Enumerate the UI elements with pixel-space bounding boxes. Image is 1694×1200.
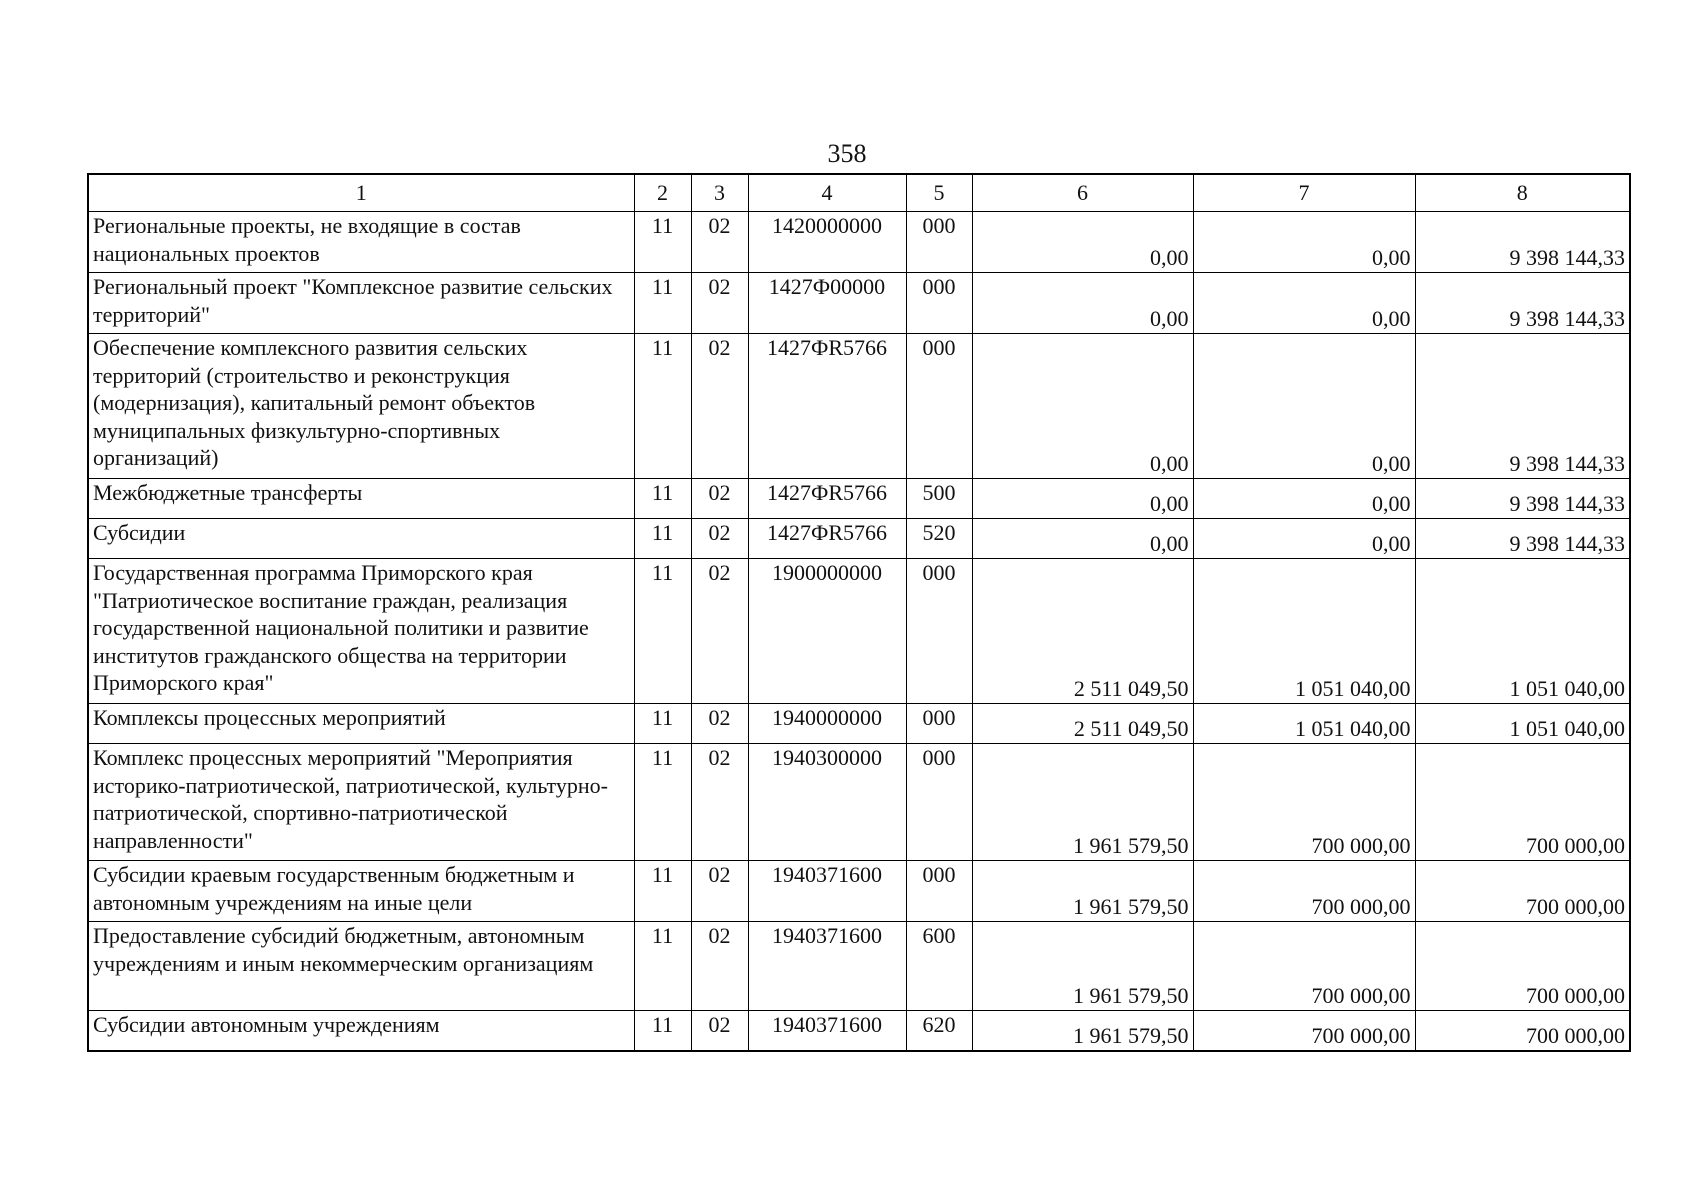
subsection-code-cell: 02 <box>691 1011 748 1052</box>
table-row <box>88 922 1630 1011</box>
row-name-cell: Предоставление субсидий бюджетным, автономным учреждениям и иным некоммерческим организациям <box>88 922 634 1011</box>
table-row <box>88 704 1630 744</box>
row-name-cell: Субсидии автономным учреждениям <box>88 1011 634 1052</box>
table-row <box>88 1011 1630 1052</box>
amount-col8-cell: 9 398 144,33 <box>1415 519 1630 559</box>
expense-type-cell: 520 <box>906 519 972 559</box>
section-code-cell: 11 <box>634 744 691 861</box>
row-name-cell: Региональные проекты, не входящие в состав национальных проектов <box>88 212 634 273</box>
amount-col7-cell: 0,00 <box>1193 479 1415 519</box>
amount-col7-cell: 700 000,00 <box>1193 922 1415 1011</box>
table-row <box>88 744 1630 861</box>
target-article-cell: 1940371600 <box>748 1011 906 1052</box>
row-name-cell: Региональный проект "Комплексное развитие сельских территорий" <box>88 273 634 334</box>
amount-col6-cell: 0,00 <box>972 212 1193 273</box>
amount-col8-cell: 1 051 040,00 <box>1415 559 1630 704</box>
amount-col7-cell: 1 051 040,00 <box>1193 704 1415 744</box>
amount-col6-cell: 1 961 579,50 <box>972 1011 1193 1052</box>
section-code-cell: 11 <box>634 519 691 559</box>
amount-col8-cell: 1 051 040,00 <box>1415 704 1630 744</box>
amount-col7-cell: 700 000,00 <box>1193 1011 1415 1052</box>
header-cell: 8 <box>1415 174 1630 212</box>
section-code-cell: 11 <box>634 922 691 1011</box>
header-cell: 1 <box>88 174 634 212</box>
subsection-code-cell: 02 <box>691 479 748 519</box>
page-number: 358 <box>827 139 867 168</box>
amount-col6-cell: 0,00 <box>972 334 1193 479</box>
target-article-cell: 1940000000 <box>748 704 906 744</box>
amount-col6-cell: 0,00 <box>972 273 1193 334</box>
table-row <box>88 861 1630 922</box>
header-cell: 3 <box>691 174 748 212</box>
amount-col7-cell: 700 000,00 <box>1193 861 1415 922</box>
header-cell: 5 <box>906 174 972 212</box>
section-code-cell: 11 <box>634 1011 691 1052</box>
amount-col6-cell: 1 961 579,50 <box>972 744 1193 861</box>
expense-type-cell: 000 <box>906 861 972 922</box>
header-row <box>88 174 1630 212</box>
target-article-cell: 1427ФR5766 <box>748 519 906 559</box>
row-name-cell: Межбюджетные трансферты <box>88 479 634 519</box>
amount-col6-cell: 1 961 579,50 <box>972 861 1193 922</box>
row-name-cell: Комплекс процессных мероприятий "Мероприятия историко-патриотической, патриотической, культурно-патриотической, спортивно-патриотической направленности" <box>88 744 634 861</box>
amount-col7-cell: 0,00 <box>1193 519 1415 559</box>
amount-col6-cell: 2 511 049,50 <box>972 704 1193 744</box>
section-code-cell: 11 <box>634 273 691 334</box>
amount-col6-cell: 0,00 <box>972 519 1193 559</box>
subsection-code-cell: 02 <box>691 212 748 273</box>
header-cell: 4 <box>748 174 906 212</box>
section-code-cell: 11 <box>634 212 691 273</box>
subsection-code-cell: 02 <box>691 334 748 479</box>
header-cell: 6 <box>972 174 1193 212</box>
target-article-cell: 1940371600 <box>748 861 906 922</box>
section-code-cell: 11 <box>634 334 691 479</box>
expense-type-cell: 000 <box>906 559 972 704</box>
budget-table <box>87 173 1631 1052</box>
amount-col8-cell: 700 000,00 <box>1415 744 1630 861</box>
amount-col8-cell: 700 000,00 <box>1415 922 1630 1011</box>
target-article-cell: 1427ФR5766 <box>748 479 906 519</box>
row-name-cell: Обеспечение комплексного развития сельских территорий (строительство и реконструкция (модернизация), капитальный ремонт объектов муниципальных физкультурно-спортивных организаций) <box>88 334 634 479</box>
table-row <box>88 334 1630 479</box>
amount-col7-cell: 0,00 <box>1193 273 1415 334</box>
target-article-cell: 1427ФR5766 <box>748 334 906 479</box>
amount-col8-cell: 9 398 144,33 <box>1415 212 1630 273</box>
table-row <box>88 273 1630 334</box>
target-article-cell: 1940300000 <box>748 744 906 861</box>
expense-type-cell: 000 <box>906 273 972 334</box>
header-cell: 7 <box>1193 174 1415 212</box>
target-article-cell: 1420000000 <box>748 212 906 273</box>
amount-col7-cell: 0,00 <box>1193 212 1415 273</box>
amount-col6-cell: 1 961 579,50 <box>972 922 1193 1011</box>
target-article-cell: 1940371600 <box>748 922 906 1011</box>
section-code-cell: 11 <box>634 479 691 519</box>
subsection-code-cell: 02 <box>691 922 748 1011</box>
subsection-code-cell: 02 <box>691 519 748 559</box>
section-code-cell: 11 <box>634 861 691 922</box>
amount-col6-cell: 2 511 049,50 <box>972 559 1193 704</box>
amount-col6-cell: 0,00 <box>972 479 1193 519</box>
amount-col8-cell: 9 398 144,33 <box>1415 273 1630 334</box>
subsection-code-cell: 02 <box>691 861 748 922</box>
row-name-cell: Субсидии краевым государственным бюджетным и автономным учреждениям на иные цели <box>88 861 634 922</box>
section-code-cell: 11 <box>634 704 691 744</box>
row-name-cell: Комплексы процессных мероприятий <box>88 704 634 744</box>
target-article-cell: 1900000000 <box>748 559 906 704</box>
row-name-cell: Государственная программа Приморского края "Патриотическое воспитание граждан, реализация государственной национальной политики и развитие институтов гражданского общества на территории Приморского края" <box>88 559 634 704</box>
subsection-code-cell: 02 <box>691 704 748 744</box>
header-cell: 2 <box>634 174 691 212</box>
table-row <box>88 479 1630 519</box>
expense-type-cell: 600 <box>906 922 972 1011</box>
section-code-cell: 11 <box>634 559 691 704</box>
expense-type-cell: 000 <box>906 212 972 273</box>
subsection-code-cell: 02 <box>691 744 748 861</box>
row-name-cell: Субсидии <box>88 519 634 559</box>
target-article-cell: 1427Ф00000 <box>748 273 906 334</box>
amount-col8-cell: 9 398 144,33 <box>1415 479 1630 519</box>
amount-col7-cell: 1 051 040,00 <box>1193 559 1415 704</box>
table-row <box>88 559 1630 704</box>
expense-type-cell: 000 <box>906 704 972 744</box>
expense-type-cell: 000 <box>906 334 972 479</box>
amount-col8-cell: 700 000,00 <box>1415 1011 1630 1052</box>
expense-type-cell: 000 <box>906 744 972 861</box>
subsection-code-cell: 02 <box>691 273 748 334</box>
subsection-code-cell: 02 <box>691 559 748 704</box>
amount-col8-cell: 9 398 144,33 <box>1415 334 1630 479</box>
expense-type-cell: 620 <box>906 1011 972 1052</box>
table-row <box>88 212 1630 273</box>
table-row <box>88 519 1630 559</box>
expense-type-cell: 500 <box>906 479 972 519</box>
amount-col8-cell: 700 000,00 <box>1415 861 1630 922</box>
amount-col7-cell: 0,00 <box>1193 334 1415 479</box>
amount-col7-cell: 700 000,00 <box>1193 744 1415 861</box>
